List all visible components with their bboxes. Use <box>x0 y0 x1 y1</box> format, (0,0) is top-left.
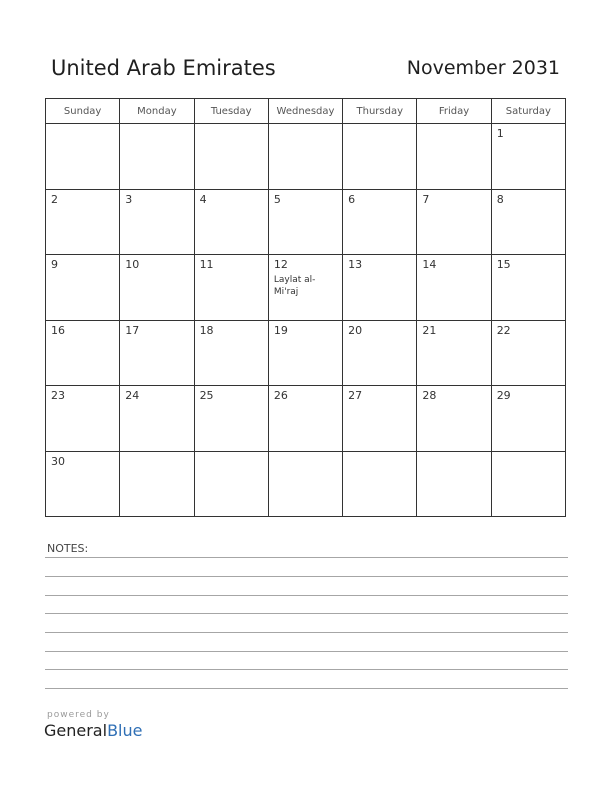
day-number: 7 <box>422 192 430 206</box>
notes-line <box>45 651 568 652</box>
calendar-day-cell <box>491 255 565 321</box>
holiday-label: Laylat al-Mi'raj <box>273 275 316 297</box>
calendar-day-cell <box>46 124 120 190</box>
calendar-day-cell <box>417 320 491 386</box>
calendar-day-cell <box>343 386 417 452</box>
day-number: 13 <box>348 258 363 271</box>
calendar-day-cell <box>194 386 268 452</box>
day-number: 23 <box>51 389 65 402</box>
day-number: 27 <box>348 389 363 402</box>
day-number: 26 <box>273 389 288 402</box>
calendar-day-cell <box>120 189 194 255</box>
calendar-day-cell <box>46 189 120 255</box>
calendar-day-cell <box>268 386 342 452</box>
calendar-day-cell <box>46 255 120 321</box>
day-number: 24 <box>125 389 140 402</box>
day-number: 1 <box>496 127 504 140</box>
day-number: 11 <box>199 258 214 271</box>
calendar-day-cell <box>268 451 342 517</box>
day-number: 6 <box>348 192 356 206</box>
calendar-day-cell <box>46 320 120 386</box>
calendar-day-cell <box>194 189 268 255</box>
calendar-day-cell <box>268 189 342 255</box>
logo-general-text: General <box>44 721 108 740</box>
notes-line <box>45 669 568 670</box>
calendar-day-cell <box>417 124 491 190</box>
weekday-header: Sunday <box>46 99 120 124</box>
day-number: 21 <box>422 323 437 337</box>
calendar-day-cell <box>194 255 268 321</box>
calendar-day-cell <box>120 255 194 321</box>
calendar-day-cell <box>491 189 565 255</box>
day-number: 3 <box>125 192 133 206</box>
calendar-day-cell <box>46 451 120 517</box>
calendar-day-cell <box>120 386 194 452</box>
day-number: 14 <box>422 258 437 271</box>
notes-line <box>45 557 568 558</box>
day-number: 16 <box>51 323 65 337</box>
day-number: 29 <box>496 389 511 402</box>
day-number: 22 <box>496 323 511 337</box>
calendar-day-cell <box>120 124 194 190</box>
day-number: 8 <box>496 192 504 206</box>
notes-line <box>45 595 568 596</box>
month-calendar-grid <box>45 98 566 517</box>
calendar-day-cell <box>491 451 565 517</box>
generalblue-logo <box>44 721 142 740</box>
day-number: 9 <box>51 258 58 271</box>
calendar-day-cell <box>491 386 565 452</box>
day-number: 20 <box>348 323 363 337</box>
day-number: 17 <box>125 323 140 337</box>
notes-line <box>45 688 568 689</box>
powered-by-text: powered by <box>47 710 110 720</box>
calendar-day-cell <box>268 320 342 386</box>
day-number: 28 <box>422 389 437 402</box>
calendar-month-title: November 2031 <box>406 57 560 79</box>
calendar-day-cell <box>120 320 194 386</box>
weekday-header: Monday <box>120 99 194 124</box>
day-number: 15 <box>496 258 511 271</box>
weekday-header-row <box>46 99 566 124</box>
weekday-header: Wednesday <box>268 99 342 124</box>
calendar-day-cell <box>194 451 268 517</box>
calendar-day-cell <box>491 320 565 386</box>
calendar-day-cell <box>417 451 491 517</box>
day-number: 18 <box>199 323 214 337</box>
notes-line <box>45 632 568 633</box>
calendar-day-cell <box>194 124 268 190</box>
weekday-header: Thursday <box>343 99 417 124</box>
calendar-day-cell <box>417 189 491 255</box>
calendar-day-cell <box>343 451 417 517</box>
calendar-week-row <box>46 189 566 255</box>
day-number: 30 <box>51 454 65 468</box>
calendar-week-row <box>46 320 566 386</box>
day-number: 4 <box>199 192 207 206</box>
day-number: 5 <box>273 192 281 206</box>
weekday-header: Tuesday <box>194 99 268 124</box>
calendar-day-cell <box>194 320 268 386</box>
calendar-day-cell <box>46 386 120 452</box>
notes-label: NOTES: <box>47 542 89 555</box>
day-number: 2 <box>51 192 58 206</box>
calendar-day-cell <box>343 320 417 386</box>
day-number: 25 <box>199 389 214 402</box>
notes-line <box>45 576 568 577</box>
calendar-day-cell <box>268 124 342 190</box>
calendar-week-row <box>46 255 566 321</box>
calendar-day-cell <box>268 255 342 321</box>
weekday-header: Friday <box>417 99 491 124</box>
calendar-country-title: United Arab Emirates <box>51 56 276 80</box>
notes-line <box>45 613 568 614</box>
day-number: 10 <box>125 258 140 271</box>
calendar-day-cell <box>491 124 565 190</box>
weekday-header: Saturday <box>491 99 565 124</box>
calendar-day-cell <box>343 189 417 255</box>
calendar-day-cell <box>343 124 417 190</box>
logo-blue-text: Blue <box>107 721 143 740</box>
day-number: 12 <box>273 258 288 271</box>
calendar-day-cell <box>343 255 417 321</box>
calendar-week-row <box>46 386 566 452</box>
calendar-week-row <box>46 124 566 190</box>
calendar-week-row <box>46 451 566 517</box>
calendar-day-cell <box>417 386 491 452</box>
calendar-day-cell <box>417 255 491 321</box>
day-number: 19 <box>273 323 288 337</box>
calendar-day-cell <box>120 451 194 517</box>
